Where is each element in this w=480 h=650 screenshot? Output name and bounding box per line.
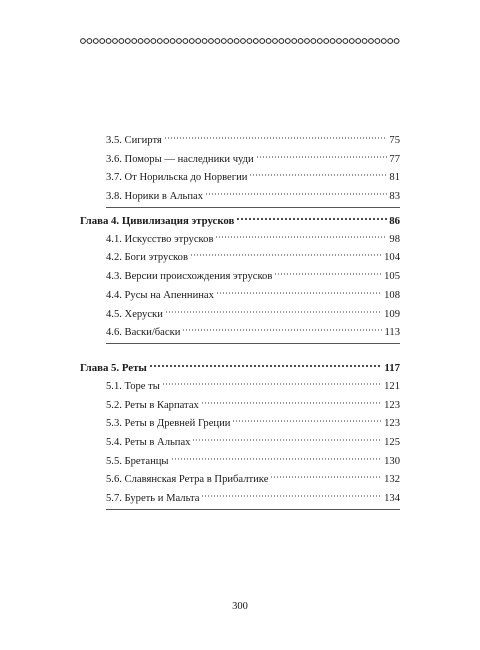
toc-entry-page: 134: [384, 493, 400, 504]
chapter-title: Глава 4. Цивилизация этрусков: [80, 214, 235, 227]
leader-dots: [249, 173, 387, 177]
toc-entry-title: 3.7. От Норильска до Норвегии: [106, 172, 248, 184]
toc-entry[interactable]: [106, 453, 400, 472]
toc-entry-page: 77: [389, 153, 400, 165]
toc-entry-title: 4.3. Версии происхождения этрусков: [106, 271, 273, 283]
leader-dots: [182, 328, 382, 332]
leader-dots: [236, 217, 387, 221]
toc-entry-title: 3.8. Норики в Альпах: [106, 191, 204, 203]
toc-entry-page: 125: [384, 436, 400, 448]
leader-dots: [149, 364, 383, 368]
toc-entry-title: 4.2. Боги этрусков: [106, 252, 188, 264]
toc-entry[interactable]: [106, 249, 400, 268]
toc-entry[interactable]: [106, 378, 400, 397]
toc-entry[interactable]: [106, 397, 400, 416]
toc-entry[interactable]: [106, 324, 400, 344]
toc-entry[interactable]: [106, 188, 400, 208]
chapter-title: Глава 5. Реты: [80, 361, 147, 374]
toc-entry[interactable]: [106, 306, 400, 325]
toc-entry[interactable]: [106, 231, 400, 250]
chapter-page: 117: [384, 361, 400, 374]
toc-entry-page: 123: [384, 418, 400, 430]
chapter-page: 86: [389, 214, 400, 227]
toc-entry-title: 3.5. Сигиртя: [106, 135, 162, 146]
leader-dots: [190, 253, 382, 257]
toc-entry[interactable]: [106, 132, 400, 151]
toc-entry-page: 121: [384, 380, 400, 392]
toc-entry-page: 81: [389, 172, 400, 184]
toc-entry-title: 4.4. Русы на Апеннинах: [106, 289, 214, 301]
decorative-border-ornament: [80, 36, 400, 46]
toc-chapter-heading[interactable]: [80, 358, 400, 378]
leader-dots: [192, 438, 382, 442]
toc-entry-title: 5.2. Реты в Карпатах: [106, 399, 199, 411]
toc-entry-title: 5.1. Торе ты: [106, 380, 160, 392]
toc-entry-title: 4.5. Херуски: [106, 308, 163, 320]
toc-entry-title: 5.5. Бретанцы: [106, 455, 169, 467]
toc-entry-page: 83: [389, 191, 400, 203]
toc-entry-title: 4.1. Искусство этрусков: [106, 233, 214, 245]
toc-entry-title: 3.6. Поморы — наследники чуди: [106, 153, 254, 165]
page-number: 300: [232, 601, 248, 612]
leader-dots: [171, 457, 383, 461]
toc-entry-page: 123: [384, 399, 400, 411]
leader-dots: [201, 401, 382, 405]
toc-entry-page: 104: [384, 252, 400, 264]
toc-entry[interactable]: [106, 151, 400, 170]
toc-entry[interactable]: [106, 287, 400, 306]
table-of-contents: [80, 132, 400, 510]
toc-entry-page: 130: [384, 455, 400, 467]
toc-chapter-heading[interactable]: [80, 211, 400, 231]
leader-dots: [201, 494, 382, 498]
toc-entry-title: 5.6. Славянская Ретра в Прибалтике: [106, 474, 269, 486]
leader-dots: [274, 272, 382, 276]
toc-entry-page: 105: [384, 271, 400, 283]
toc-entry-title: 5.4. Реты в Альпах: [106, 436, 191, 448]
toc-entry[interactable]: [106, 268, 400, 287]
toc-entry[interactable]: [106, 169, 400, 188]
toc-entry-title: 5.7. Буреть и Мальта: [106, 493, 200, 504]
leader-dots: [270, 475, 382, 479]
toc-entry[interactable]: [106, 434, 400, 453]
toc-entry-page: 132: [384, 474, 400, 486]
leader-dots: [164, 136, 388, 140]
leader-dots: [205, 192, 387, 196]
toc-entry-page: 109: [384, 308, 400, 320]
leader-dots: [256, 155, 388, 159]
leader-dots: [162, 382, 382, 386]
toc-entry[interactable]: [106, 490, 400, 510]
toc-entry-page: 75: [389, 135, 400, 146]
toc-entry-title: 4.6. Васки/баски: [106, 327, 181, 339]
leader-dots: [165, 310, 382, 314]
leader-dots: [232, 419, 382, 423]
toc-entry-page: 98: [389, 233, 400, 245]
toc-entry-page: 108: [384, 289, 400, 301]
toc-entry-page: 113: [384, 327, 400, 339]
toc-entry[interactable]: [106, 415, 400, 434]
leader-dots: [215, 235, 387, 239]
toc-entry-title: 5.3. Реты в Древней Греции: [106, 418, 231, 430]
toc-entry[interactable]: [106, 471, 400, 490]
leader-dots: [216, 291, 382, 295]
